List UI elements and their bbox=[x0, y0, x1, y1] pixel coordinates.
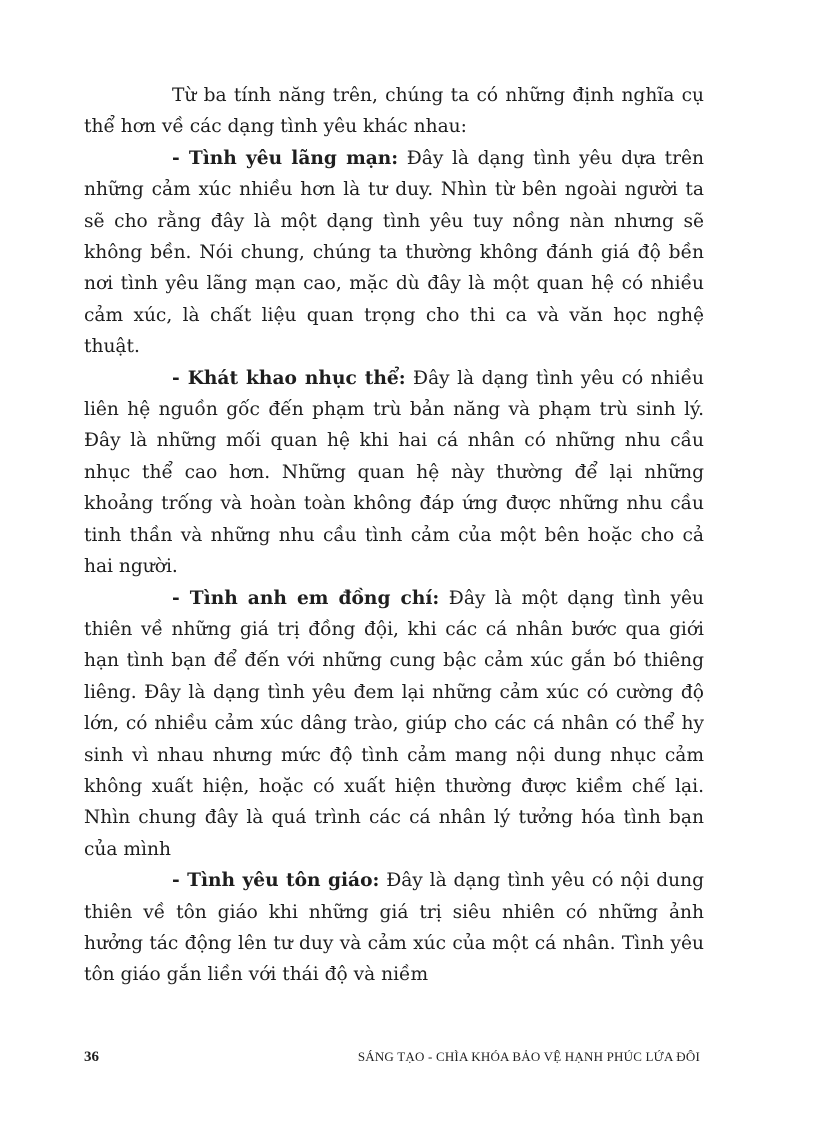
page-number: 36 bbox=[84, 1048, 99, 1065]
body-text bbox=[84, 80, 704, 991]
definition-physical-desire: Đây là dạng tình yêu có nhiều liên hệ nguồn gốc đến phạm trù bản năng và phạm trù sinh lý. Đây là những mối quan hệ khi hai cá nhân có những nhu cầu nhục thể cao hơn. Những quan hệ này thường để lại những khoảng trống và hoàn toàn không đáp ứng được những nhu cầu tinh thần và những nhu cầu tình cảm của một bên hoặc cho cả hai người. bbox=[84, 367, 704, 578]
definition-religious-love: Đây là dạng tình yêu có nội dung thiên về tôn giáo khi những giá trị siêu nhiên có những ảnh hưởng tác động lên tư duy và cảm xúc của một cá nhân. Tình yêu tôn giáo gắn liền với thái độ và niềm bbox=[84, 870, 704, 986]
definition-romantic-love: Đây là dạng tình yêu dựa trên những cảm xúc nhiều hơn là tư duy. Nhìn từ bên ngoài người ta sẽ cho rằng đây là một dạng tình yêu tuy nồng nàn nhưng sẽ không bền. Nói chung, chúng ta thường không đánh giá độ bền nơi tình yêu lãng mạn cao, mặc dù đây là một quan hệ có nhiều cảm xúc, là chất liệu quan trọng cho thi ca và văn học nghệ thuật. bbox=[84, 147, 705, 358]
term-romantic-love: - Tình yêu lãng mạn: bbox=[172, 147, 399, 169]
intro-paragraph: Từ ba tính năng trên, chúng ta có những định nghĩa cụ thể hơn về các dạng tình yêu khác nhau: bbox=[84, 85, 704, 138]
term-religious-love: - Tình yêu tôn giáo: bbox=[172, 870, 380, 892]
term-comradeship: - Tình anh em đồng chí: bbox=[172, 587, 440, 609]
running-title: SÁNG TẠO - CHÌA KHÓA BẢO VỆ HẠNH PHÚC LỨA ĐÔI bbox=[357, 1049, 700, 1064]
term-physical-desire: - Khát khao nhục thể: bbox=[172, 367, 406, 389]
section-physical-desire bbox=[84, 363, 704, 583]
section-romantic-love bbox=[84, 143, 704, 363]
section-comradeship bbox=[84, 583, 704, 866]
page-footer bbox=[84, 1046, 700, 1068]
section-religious-love bbox=[84, 865, 704, 991]
definition-comradeship: Đây là một dạng tình yêu thiên về những giá trị đồng đội, khi các cá nhân bước qua giới hạn tình bạn để đến với những cung bậc cảm xúc gắn bó thiêng liêng. Đây là dạng tình yêu đem lại những cảm xúc có cường độ lớn, có nhiều cảm xúc dâng trào, giúp cho các cá nhân có thể hy sinh vì nhau nhưng mức độ tình cảm mang nội dung nhục cảm không xuất hiện, hoặc có xuất hiện thường được kiềm chế lại. Nhìn chung đây là quá trình các cá nhân lý tưởng hóa tình bạn của mình bbox=[84, 587, 704, 860]
